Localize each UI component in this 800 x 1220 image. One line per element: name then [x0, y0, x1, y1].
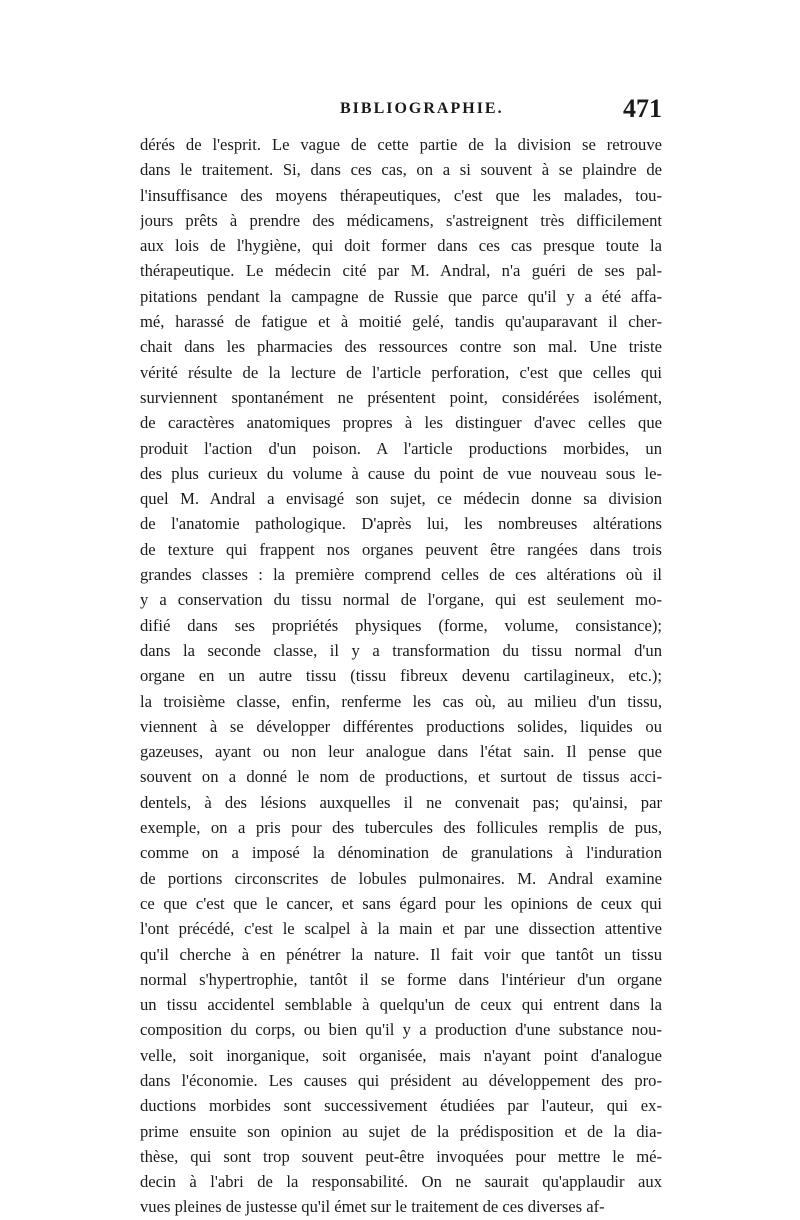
text-line: chait dans les pharmacies des ressources contre son mal. Une triste: [140, 337, 662, 357]
text-line: grandes classes : la première comprend celles de ces altérations où il: [140, 565, 662, 585]
text-line: qu'il cherche à en pénétrer la nature. Il fait voir que tantôt un tissu: [140, 944, 662, 964]
text-line: dans la seconde classe, il y a transformation du tissu normal d'un: [140, 640, 662, 660]
text-line: prime ensuite son opinion au sujet de la prédisposition et de la dia-: [140, 1121, 662, 1141]
text-line: dentels, à des lésions auxquelles il ne convenait pas; qu'ainsi, par: [140, 792, 662, 812]
text-line: souvent on a donné le nom de productions, et surtout de tissus acci-: [140, 767, 662, 787]
text-line: vues pleines de justesse qu'il émet sur le traitement de ces diverses af-: [140, 1197, 605, 1217]
text-line: thérapeutique. Le médecin cité par M. Andral, n'a guéri de ses pal-: [140, 261, 662, 281]
text-line: l'ont précédé, c'est le scalpel à la main et par une dissection attentive: [140, 919, 662, 939]
text-line: quel M. Andral a envisagé son sujet, ce médecin donne sa division: [140, 489, 662, 509]
text-line: de l'anatomie pathologique. D'après lui, les nombreuses altérations: [140, 514, 662, 534]
text-line: jours prêts à prendre des médicamens, s'astreignent très difficilement: [140, 210, 662, 230]
text-line: decin à l'abri de la responsabilité. On ne saurait qu'applaudir aux: [140, 1172, 662, 1192]
text-line: des plus curieux du volume à cause du point de vue nouveau sous le-: [140, 463, 662, 483]
text-line: normal s'hypertrophie, tantôt il se forme dans l'intérieur d'un organe: [140, 969, 662, 989]
text-line: difié dans ses propriétés physiques (forme, volume, consistance);: [140, 615, 662, 635]
text-line: produit l'action d'un poison. A l'article productions morbides, un: [140, 438, 662, 458]
text-line: thèse, qui sont trop souvent peut-être invoquées pour mettre le mé-: [140, 1146, 662, 1166]
text-line: viennent à se développer différentes productions solides, liquides ou: [140, 716, 662, 736]
page-header: [140, 96, 662, 130]
running-head: BIBLIOGRAPHIE.: [340, 100, 504, 117]
text-line: l'insuffisance des moyens thérapeutiques, c'est que les malades, tou-: [140, 185, 662, 205]
body-text: [140, 132, 662, 1220]
text-line: aux lois de l'hygiène, qui doit former dans ces cas presque toute la: [140, 236, 662, 256]
text-line: comme on a imposé la dénomination de granulations à l'induration: [140, 843, 662, 863]
text-line: composition du corps, ou bien qu'il y a production d'une substance nou-: [140, 1020, 662, 1040]
text-line: ce que c'est que le cancer, et sans égard pour les opinions de ceux qui: [140, 893, 662, 913]
text-line: y a conservation du tissu normal de l'organe, qui est seulement mo-: [140, 590, 662, 610]
text-line: gazeuses, ayant ou non leur analogue dans l'état sain. Il pense que: [140, 742, 662, 762]
text-line: ductions morbides sont successivement étudiées par l'auteur, qui ex-: [140, 1096, 662, 1116]
text-line: dérés de l'esprit. Le vague de cette partie de la division se retrouve: [140, 135, 662, 154]
text-line: vérité résulte de la lecture de l'article perforation, c'est que celles qui: [140, 362, 662, 382]
text-line: velle, soit inorganique, soit organisée, mais n'ayant point d'analogue: [140, 1045, 662, 1065]
text-line: mé, harassé de fatigue et à moitié gelé, tandis qu'auparavant il cher-: [140, 312, 662, 332]
text-line: surviennent spontanément ne présentent point, considérées isolément,: [140, 387, 662, 407]
text-line: dans l'économie. Les causes qui président au développement des pro-: [140, 1070, 662, 1090]
text-line: la troisième classe, enfin, renferme les cas où, au milieu d'un tissu,: [140, 691, 662, 711]
text-line: de texture qui frappent nos organes peuvent être rangées dans trois: [140, 539, 662, 559]
text-line: de caractères anatomiques propres à les distinguer d'avec celles que: [140, 413, 662, 433]
text-line: un tissu accidentel semblable à quelqu'un de ceux qui entrent dans la: [140, 995, 662, 1015]
text-line: organe en un autre tissu (tissu fibreux devenu cartilagineux, etc.);: [140, 666, 662, 686]
text-line: pitations pendant la campagne de Russie que parce qu'il y a été affa-: [140, 286, 662, 306]
page-number: 471: [623, 94, 662, 123]
text-line: exemple, on a pris pour des tubercules des follicules remplis de pus,: [140, 818, 662, 838]
text-line: de portions circonscrites de lobules pulmonaires. M. Andral examine: [140, 868, 662, 888]
text-line: dans le traitement. Si, dans ces cas, on a si souvent à se plaindre de: [140, 160, 662, 180]
